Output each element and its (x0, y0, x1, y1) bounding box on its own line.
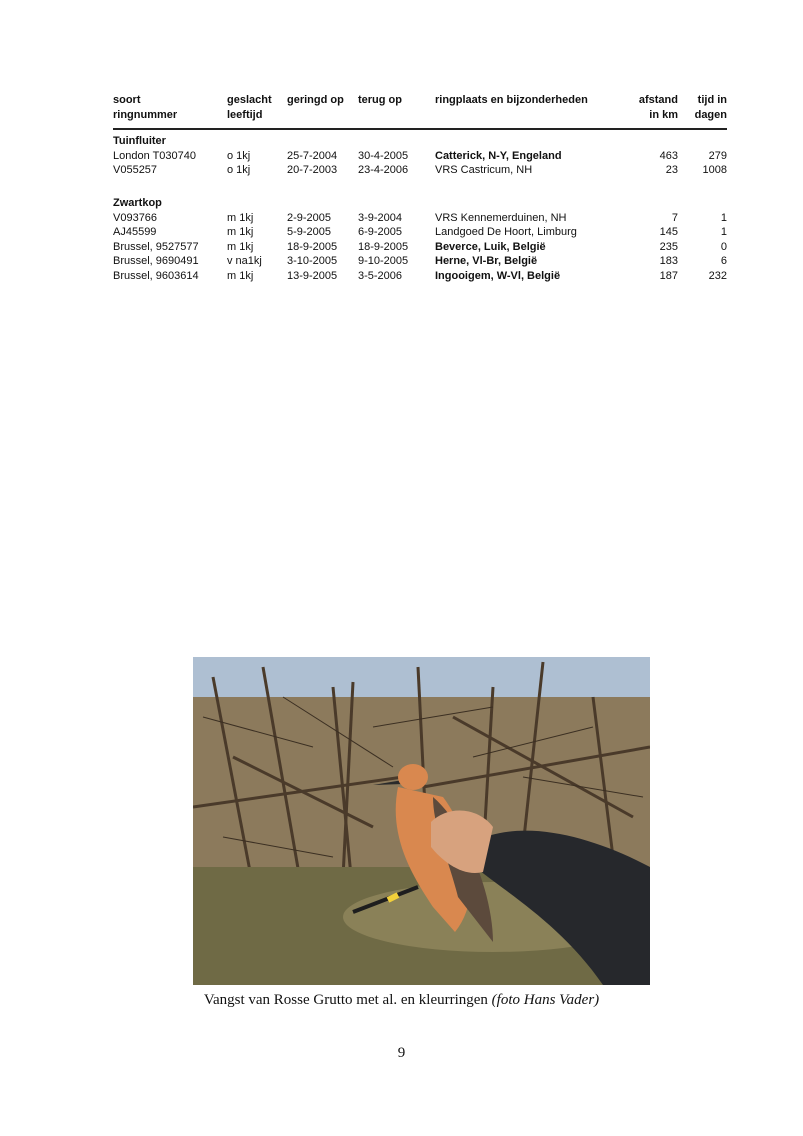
table-header-row (113, 93, 727, 122)
caption-text: Vangst van Rosse Grutto met al. en kleurringen (203, 992, 492, 1008)
cell-ringplaats: VRS Castricum, NH (435, 164, 533, 177)
cell-afstand: 187 (659, 269, 678, 282)
table-row (113, 240, 727, 255)
cell-geringd-op: 2-9-2005 (287, 211, 332, 224)
cell-ringnummer: Brussel, 9527577 (113, 240, 199, 253)
table-body (113, 129, 727, 283)
cell-ringplaats: Catterick, N-Y, Engeland (435, 149, 562, 162)
col-header-geslacht: geslacht leeftijd (227, 94, 272, 121)
photo-rosse-grutto (193, 657, 650, 985)
table-row (113, 211, 727, 226)
cell-ringplaats: Landgoed De Hoort, Limburg (435, 226, 577, 239)
cell-ringnummer: AJ45599 (113, 226, 157, 239)
cell-afstand: 463 (659, 149, 678, 162)
table-row (113, 163, 727, 178)
ringing-recoveries-table (113, 93, 727, 284)
cell-geringd-op: 5-9-2005 (287, 226, 332, 239)
col-header-afstand: afstand in km (638, 94, 678, 121)
cell-terug-op: 18-9-2005 (358, 240, 409, 253)
cell-afstand: 183 (659, 255, 678, 268)
cell-afstand: 7 (671, 211, 678, 224)
page-number: 9 (397, 1045, 406, 1061)
cell-ringnummer: Brussel, 9603614 (113, 269, 199, 282)
cell-geslacht-leeftijd: o 1kj (227, 149, 251, 162)
cell-geslacht-leeftijd: o 1kj (227, 164, 251, 177)
col-header-tijd: tijd in dagen (694, 94, 727, 121)
cell-afstand: 235 (659, 240, 678, 253)
table-row (113, 225, 727, 240)
photo-illustration (193, 657, 650, 985)
caption-credit: (foto Hans Vader) (491, 992, 600, 1008)
table-row (113, 149, 727, 164)
col-header-geringd-op: geringd op (287, 94, 344, 106)
cell-tijd: 6 (720, 255, 727, 268)
cell-terug-op: 23-4-2006 (358, 164, 409, 177)
cell-geringd-op: 3-10-2005 (287, 255, 338, 268)
cell-geslacht-leeftijd: m 1kj (227, 226, 254, 239)
group-spacer (113, 178, 727, 192)
cell-ringplaats: Herne, Vl-Br, België (435, 255, 538, 268)
cell-geringd-op: 18-9-2005 (287, 240, 338, 253)
cell-terug-op: 3-9-2004 (358, 211, 403, 224)
cell-ringnummer: Brussel, 9690491 (113, 255, 199, 268)
col-header-terug-op: terug op (358, 94, 402, 106)
cell-geringd-op: 25-7-2004 (287, 149, 338, 162)
species-name: Tuinfluiter (113, 135, 166, 148)
species-group-row (113, 129, 727, 149)
cell-tijd: 0 (720, 240, 727, 253)
species-group-row (113, 192, 727, 211)
bird-head (398, 764, 428, 790)
header-rule (113, 122, 727, 129)
cell-terug-op: 9-10-2005 (358, 255, 409, 268)
cell-tijd: 1 (720, 211, 727, 224)
cell-terug-op: 30-4-2005 (358, 149, 409, 162)
cell-ringnummer: London T030740 (113, 149, 196, 162)
cell-tijd: 279 (708, 149, 727, 162)
photo-caption (0, 992, 803, 1009)
cell-ringplaats: Beverce, Luik, België (435, 240, 546, 253)
cell-ringplaats: Ingooigem, W-Vl, België (435, 269, 561, 282)
cell-geslacht-leeftijd: m 1kj (227, 211, 254, 224)
cell-geslacht-leeftijd: m 1kj (227, 269, 254, 282)
col-header-soort: soort ringnummer (113, 94, 178, 121)
cell-tijd: 1 (720, 226, 727, 239)
col-header-ringplaats: ringplaats en bijzonderheden (435, 94, 588, 106)
cell-ringplaats: VRS Kennemerduinen, NH (435, 211, 567, 224)
cell-geringd-op: 20-7-2003 (287, 164, 338, 177)
cell-ringnummer: V093766 (113, 211, 158, 224)
cell-afstand: 23 (665, 164, 678, 177)
cell-geslacht-leeftijd: v na1kj (227, 255, 262, 268)
cell-terug-op: 6-9-2005 (358, 226, 403, 239)
table-row (113, 254, 727, 269)
cell-afstand: 145 (659, 226, 678, 239)
cell-geringd-op: 13-9-2005 (287, 269, 338, 282)
cell-ringnummer: V055257 (113, 164, 158, 177)
cell-terug-op: 3-5-2006 (358, 269, 403, 282)
cell-geslacht-leeftijd: m 1kj (227, 240, 254, 253)
table-row (113, 269, 727, 284)
species-name: Zwartkop (113, 196, 162, 209)
ringing-table-container (113, 93, 727, 284)
cell-tijd: 232 (708, 269, 727, 282)
cell-tijd: 1008 (702, 164, 727, 177)
